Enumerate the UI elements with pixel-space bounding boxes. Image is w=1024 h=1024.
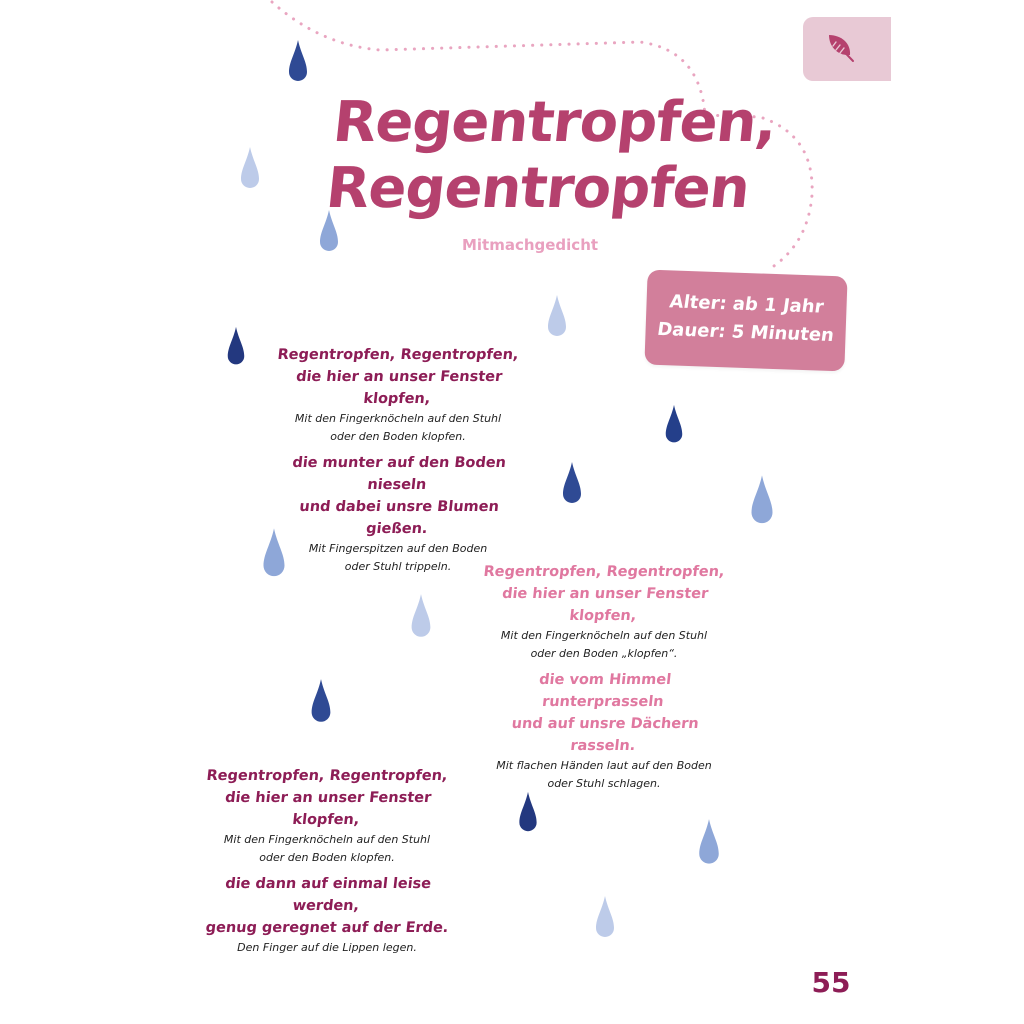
instruction-line: Mit Fingerspitzen auf den Boden [308,542,488,555]
verse-line: die hier an unser Fenster klopfen, [295,369,504,407]
title-line-1: Regentropfen, [330,90,780,155]
raindrop-icon [259,526,289,582]
raindrop-icon [560,459,584,509]
duration-info: Dauer: 5 Minuten [655,318,836,347]
raindrop-icon [408,592,434,642]
verse-line: die dann auf einmal leise werden, [224,876,432,914]
instruction-line: Mit den Fingerknöcheln auf den Stuhl [294,412,502,425]
instruction-line: Mit flachen Händen laut auf den Boden [496,759,712,772]
verse-line: Regentropfen, Regentropfen, [205,768,449,784]
raindrop-icon [662,403,686,447]
raindrop-icon [286,38,310,86]
raindrop-icon [545,293,569,341]
instruction-line: oder Stuhl schlagen. [547,777,661,790]
instruction-line: Mit den Fingerknöcheln auf den Stuhl [500,629,708,642]
page-number: 55 [811,966,851,999]
raindrop-icon [593,893,617,943]
verse-line: und dabei unsre Blumen gießen. [298,499,500,537]
stanza-2 [478,561,730,793]
verse-line: Regentropfen, Regentropfen, [482,564,726,580]
age-info: Alter: ab 1 Jahr [668,291,825,318]
leaf-icon [823,31,857,65]
verse-line: die hier an unser Fenster klopfen, [501,586,710,624]
verse-line: die hier an unser Fenster klopfen, [224,790,433,828]
raindrop-icon [238,145,262,193]
title-line-2: Regentropfen [323,156,753,221]
verse-line: die munter auf den Boden nieseln [291,455,507,493]
instruction-line: Mit den Fingerknöcheln auf den Stuhl [223,833,431,846]
verse-line: genug geregnet auf der Erde. [204,920,450,936]
instruction-line: oder Stuhl trippeln. [344,560,452,573]
page-subtitle: Mitmachgedicht [461,236,599,254]
page-title [323,90,780,222]
stanza-1 [268,344,528,576]
corner-tab [803,17,891,81]
raindrop-icon [317,207,341,257]
stanza-3 [196,765,458,957]
raindrop-icon [748,473,776,529]
verse-line: Regentropfen, Regentropfen, [276,347,520,363]
raindrop-icon [516,790,540,836]
raindrop-icon [224,325,248,369]
raindrop-icon [308,677,334,727]
instruction-line: oder den Boden klopfen. [330,430,466,443]
instruction-line: Den Finger auf die Lippen legen. [237,941,417,954]
info-box [644,270,847,372]
verse-line: die vom Himmel runterprasseln [538,672,672,710]
instruction-line: oder den Boden klopfen. [259,851,395,864]
raindrop-icon [696,817,722,869]
verse-line: und auf unsre Dächern rasseln. [510,716,700,754]
instruction-line: oder den Boden „klopfen“. [530,647,678,660]
